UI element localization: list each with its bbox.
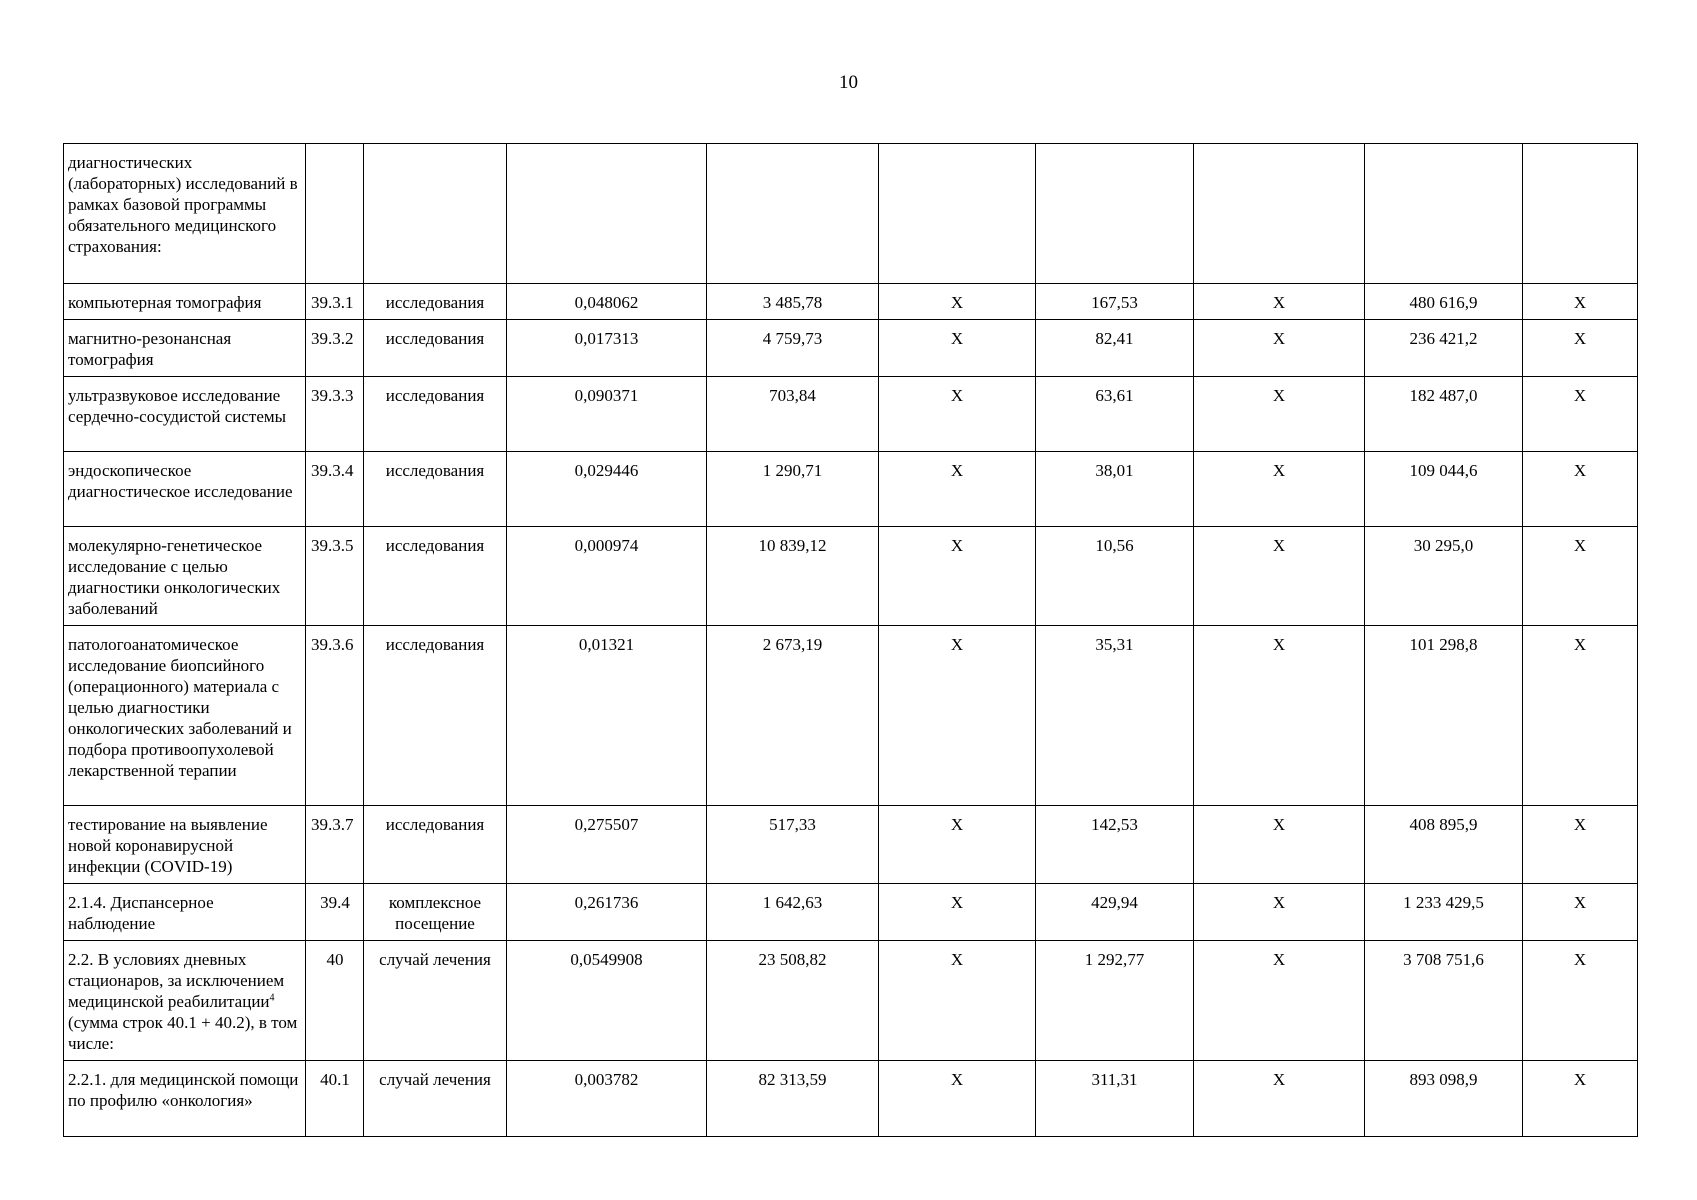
row-value-cell: X (879, 377, 1036, 452)
row-value-cell: 82,41 (1036, 320, 1194, 377)
row-value-cell: 0,0549908 (507, 941, 707, 1061)
row-value-cell: X (1523, 1061, 1638, 1137)
row-value-cell: X (1194, 284, 1365, 320)
row-code-cell: 40 (306, 941, 364, 1061)
row-value-cell: 1 290,71 (707, 452, 879, 527)
row-name-cell: диагностических (лабораторных) исследований в рамках базовой программы обязательного медицинского страхования: (64, 144, 306, 284)
row-value-cell: 0,090371 (507, 377, 707, 452)
row-value-cell: 4 759,73 (707, 320, 879, 377)
row-name-cell: 2.1.4. Диспансерное наблюдение (64, 884, 306, 941)
row-value-cell: 408 895,9 (1365, 806, 1523, 884)
row-name-cell: молекулярно-генетическое исследование с целью диагностики онкологических заболеваний (64, 527, 306, 626)
row-code-cell: 39.3.3 (306, 377, 364, 452)
row-value-cell: X (1523, 320, 1638, 377)
row-value-cell: 3 708 751,6 (1365, 941, 1523, 1061)
row-unit-cell: случай лечения (364, 1061, 507, 1137)
row-value-cell: X (1194, 527, 1365, 626)
row-value-cell: 3 485,78 (707, 284, 879, 320)
row-unit-cell: исследования (364, 527, 507, 626)
row-value-cell: X (1523, 527, 1638, 626)
row-value-cell: X (879, 941, 1036, 1061)
row-value-cell: X (1194, 320, 1365, 377)
table-row (64, 452, 1638, 527)
row-value-cell (879, 144, 1036, 284)
row-unit-cell: исследования (364, 626, 507, 806)
row-name-cell: компьютерная томография (64, 284, 306, 320)
row-value-cell: 0,017313 (507, 320, 707, 377)
row-unit-cell: исследования (364, 452, 507, 527)
row-code-cell: 40.1 (306, 1061, 364, 1137)
row-code-cell (306, 144, 364, 284)
row-value-cell: X (1523, 941, 1638, 1061)
row-value-cell: 109 044,6 (1365, 452, 1523, 527)
row-value-cell: 82 313,59 (707, 1061, 879, 1137)
row-value-cell: X (879, 527, 1036, 626)
row-value-cell: X (879, 884, 1036, 941)
row-value-cell: 236 421,2 (1365, 320, 1523, 377)
row-value-cell: X (879, 452, 1036, 527)
row-value-cell: 0,275507 (507, 806, 707, 884)
row-value-cell: X (1194, 452, 1365, 527)
row-unit-cell (364, 144, 507, 284)
table-row (64, 884, 1638, 941)
row-unit-cell: случай лечения (364, 941, 507, 1061)
row-unit-cell: исследования (364, 320, 507, 377)
financing-table (63, 143, 1638, 1137)
table-row (64, 144, 1638, 284)
row-value-cell: 517,33 (707, 806, 879, 884)
row-value-cell: X (879, 284, 1036, 320)
row-value-cell: 1 642,63 (707, 884, 879, 941)
row-value-cell: X (1523, 377, 1638, 452)
row-value-cell: 703,84 (707, 377, 879, 452)
row-value-cell: X (879, 806, 1036, 884)
table-row (64, 626, 1638, 806)
row-code-cell: 39.3.5 (306, 527, 364, 626)
row-value-cell: 2 673,19 (707, 626, 879, 806)
row-code-cell: 39.3.2 (306, 320, 364, 377)
row-name-cell: тестирование на выявление новой коронавирусной инфекции (COVID-19) (64, 806, 306, 884)
row-value-cell: 23 508,82 (707, 941, 879, 1061)
row-value-cell: 30 295,0 (1365, 527, 1523, 626)
row-unit-cell: исследования (364, 377, 507, 452)
table-row (64, 941, 1638, 1061)
row-name-cell (64, 941, 306, 1061)
row-value-cell: X (879, 626, 1036, 806)
row-value-cell: X (879, 320, 1036, 377)
row-name-cell: ультразвуковое исследование сердечно-сосудистой системы (64, 377, 306, 452)
row-value-cell: 311,31 (1036, 1061, 1194, 1137)
row-code-cell: 39.3.7 (306, 806, 364, 884)
row-value-cell (1194, 144, 1365, 284)
row-value-cell: X (1523, 806, 1638, 884)
row-value-cell: 0,000974 (507, 527, 707, 626)
row-value-cell (1365, 144, 1523, 284)
row-code-cell: 39.4 (306, 884, 364, 941)
row-value-cell: X (1194, 626, 1365, 806)
row-value-cell: X (1194, 884, 1365, 941)
row-name-cell: патологоанатомическое исследование биопсийного (операционного) материала с целью диагностики онкологических заболеваний и подбора противоопухолевой лекарственной терапии (64, 626, 306, 806)
row-unit-cell: исследования (364, 806, 507, 884)
row-value-cell: 35,31 (1036, 626, 1194, 806)
row-name-text: 2.2. В условиях дневных стационаров, за исключением медицинской реабилитации (68, 950, 285, 1011)
table-row (64, 284, 1638, 320)
row-unit-cell: комплексное посещение (364, 884, 507, 941)
row-value-cell: 429,94 (1036, 884, 1194, 941)
table-row (64, 806, 1638, 884)
row-value-cell: X (879, 1061, 1036, 1137)
row-value-cell: 0,261736 (507, 884, 707, 941)
table-row (64, 377, 1638, 452)
row-code-cell: 39.3.6 (306, 626, 364, 806)
row-value-cell: 0,003782 (507, 1061, 707, 1137)
row-value-cell: 0,029446 (507, 452, 707, 527)
row-value-cell: 10 839,12 (707, 527, 879, 626)
row-value-cell: X (1523, 284, 1638, 320)
row-code-cell: 39.3.1 (306, 284, 364, 320)
row-value-cell: 1 292,77 (1036, 941, 1194, 1061)
row-unit-cell: исследования (364, 284, 507, 320)
table-row (64, 527, 1638, 626)
row-value-cell: X (1194, 941, 1365, 1061)
row-value-cell: 480 616,9 (1365, 284, 1523, 320)
row-value-cell: X (1194, 806, 1365, 884)
row-name-cell: эндоскопическое диагностическое исследование (64, 452, 306, 527)
row-value-cell: X (1523, 452, 1638, 527)
row-value-cell: 101 298,8 (1365, 626, 1523, 806)
row-value-cell: 142,53 (1036, 806, 1194, 884)
row-value-cell (707, 144, 879, 284)
table-row (64, 320, 1638, 377)
row-value-cell (507, 144, 707, 284)
row-value-cell: 63,61 (1036, 377, 1194, 452)
row-name-cell: магнитно-резонансная томография (64, 320, 306, 377)
row-value-cell: 10,56 (1036, 527, 1194, 626)
table-row (64, 1061, 1638, 1137)
row-code-cell: 39.3.4 (306, 452, 364, 527)
row-value-cell (1036, 144, 1194, 284)
row-name-cell: 2.2.1. для медицинской помощи по профилю «онкология» (64, 1061, 306, 1137)
row-value-cell: 167,53 (1036, 284, 1194, 320)
row-value-cell: X (1194, 1061, 1365, 1137)
row-value-cell: 1 233 429,5 (1365, 884, 1523, 941)
row-name-text-continued: (сумма строк 40.1 + 40.2), в том числе: (68, 1013, 298, 1053)
row-value-cell: 38,01 (1036, 452, 1194, 527)
row-value-cell (1523, 144, 1638, 284)
row-value-cell: 0,048062 (507, 284, 707, 320)
footnote-mark: 4 (269, 992, 275, 1004)
row-value-cell: 893 098,9 (1365, 1061, 1523, 1137)
row-value-cell: X (1523, 884, 1638, 941)
row-value-cell: X (1523, 626, 1638, 806)
page-number: 10 (839, 72, 858, 93)
row-value-cell: X (1194, 377, 1365, 452)
row-value-cell: 182 487,0 (1365, 377, 1523, 452)
row-value-cell: 0,01321 (507, 626, 707, 806)
